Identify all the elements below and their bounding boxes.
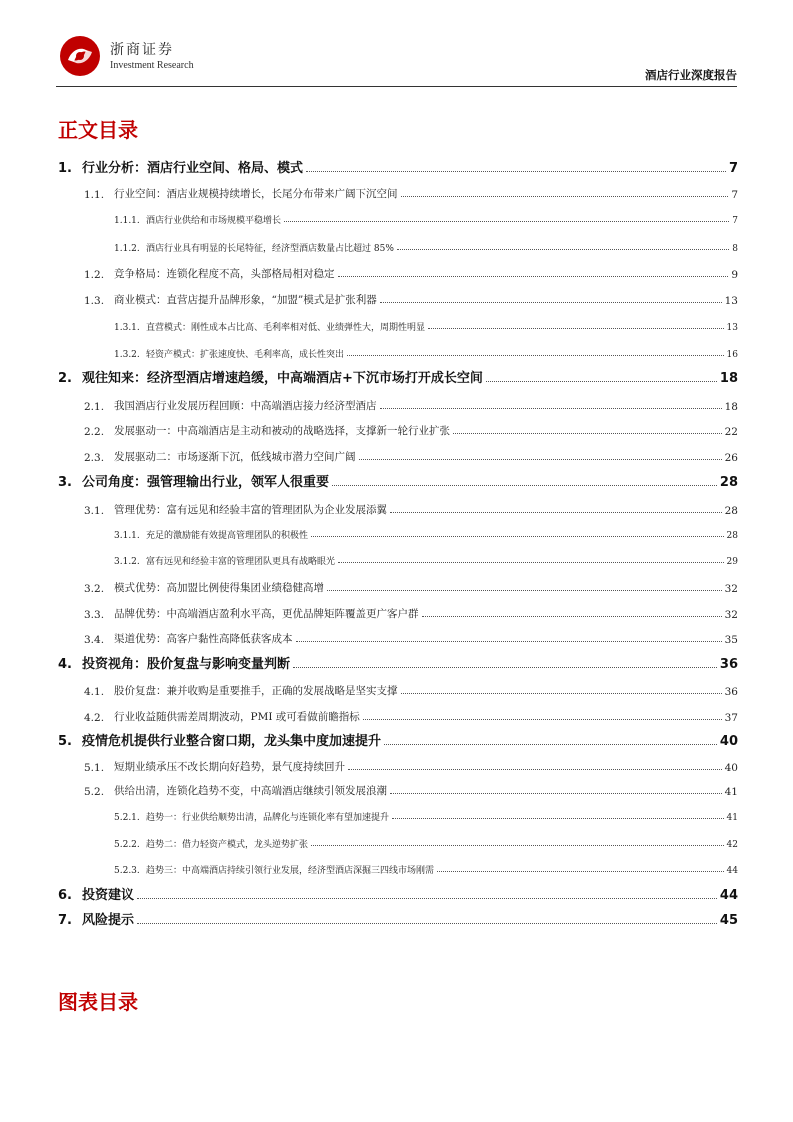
toc-entry-number: 5. <box>58 734 72 749</box>
toc-entry-page: 22 <box>724 426 738 438</box>
toc-entry[interactable] <box>58 287 738 307</box>
toc-entry-page: 7 <box>731 189 738 201</box>
toc-entry-number: 2.1. <box>84 401 105 413</box>
toc-entry-title: 行业分析：酒店行业空间、格局、模式 <box>82 161 304 176</box>
toc-entry-page: 35 <box>724 634 738 646</box>
company-logo <box>58 34 208 80</box>
toc-entry[interactable] <box>58 803 738 823</box>
toc-entry-title: 直营模式：刚性成本占比高、毛利率相对低、业绩弹性大，周期性明显 <box>146 323 426 333</box>
toc-entry[interactable] <box>58 261 738 281</box>
toc-dot-leader <box>380 302 722 303</box>
toc-entry-page: 7 <box>728 161 738 176</box>
toc-entry-number: 1.2. <box>84 269 105 281</box>
toc-entry-title: 模式优势：高加盟比例使得集团业绩稳健高增 <box>114 582 324 594</box>
logo-chinese-name: 浙商证券 <box>110 42 174 58</box>
toc-entry-page: 9 <box>731 269 738 281</box>
toc-entry[interactable] <box>58 366 738 386</box>
toc-entry-number: 3.1.1. <box>114 531 140 541</box>
toc-entry-title: 商业模式：直营店提升品牌形象，“加盟”模式是扩张利器 <box>114 294 377 306</box>
toc-entry-page: 36 <box>719 657 738 672</box>
toc-dot-leader <box>392 818 724 819</box>
toc-entry-page: 37 <box>724 712 738 724</box>
toc-entry[interactable] <box>58 856 738 876</box>
toc-entry-page: 40 <box>724 762 738 774</box>
toc-entry-number: 1.3.2. <box>114 350 140 360</box>
toc-entry-title: 公司角度：强管理输出行业，领军人很重要 <box>82 475 330 490</box>
toc-entry[interactable] <box>58 234 738 254</box>
toc-entry-title: 观往知来：经济型酒店增速趋缓，中高端酒店+下沉市场打开成长空间 <box>82 371 483 386</box>
toc-entry-page: 42 <box>726 840 738 850</box>
toc-entry-page: 7 <box>732 216 738 226</box>
toc-dot-leader <box>380 408 722 409</box>
toc-entry[interactable] <box>58 181 738 201</box>
toc-entry-title: 竞争格局：连锁化程度不高，头部格局相对稳定 <box>114 268 335 280</box>
toc-entry-title: 我国酒店行业发展历程回顾：中高端酒店接力经济型酒店 <box>114 400 377 412</box>
toc-entry-page: 41 <box>724 786 738 798</box>
toc-entry-title: 投资视角：股价复盘与影响变量判断 <box>82 657 291 672</box>
toc-dot-leader <box>293 667 717 668</box>
toc-entry-number: 1. <box>58 161 72 176</box>
toc-entry-page: 18 <box>719 371 738 386</box>
toc-entry-page: 28 <box>724 505 738 517</box>
toc-entry[interactable] <box>58 830 738 850</box>
toc-entry[interactable] <box>58 547 738 567</box>
toc-entry-number: 3.2. <box>84 583 105 595</box>
toc-entry-number: 5.1. <box>84 762 105 774</box>
toc-dot-leader <box>422 616 722 617</box>
toc-entry-number: 5.2.2. <box>114 840 140 850</box>
toc-entry[interactable] <box>58 601 738 621</box>
toc-entry-number: 1.3. <box>84 295 105 307</box>
toc-entry-title: 行业空间：酒店业规模持续增长，长尾分布带来广阔下沉空间 <box>114 188 398 200</box>
toc-entry-number: 3.4. <box>84 634 105 646</box>
figure-list-heading: 图表目录 <box>58 990 138 1014</box>
toc-entry-title: 股价复盘：兼并收购是重要推手，正确的发展战略是坚实支撑 <box>114 685 398 697</box>
toc-entry-title: 渠道优势：高客户黏性高降低获客成本 <box>114 633 293 645</box>
toc-dot-leader <box>401 693 722 694</box>
toc-entry-title: 管理优势：富有远见和经验丰富的管理团队为企业发展添翼 <box>114 504 387 516</box>
page-header <box>0 0 793 90</box>
toc-entry-title: 酒店行业具有明显的长尾特征，经济型酒店数量占比超过 85% <box>146 244 394 254</box>
toc-dot-leader <box>363 719 722 720</box>
toc-dot-leader <box>384 744 717 745</box>
toc-entry-title: 供给出清，连锁化趋势不变，中高端酒店继续引领发展浪潮 <box>114 785 387 797</box>
toc-dot-leader <box>397 249 729 250</box>
toc-entry-title: 轻资产模式：扩张速度快、毛利率高，成长性突出 <box>146 350 345 360</box>
toc-entry-title: 投资建议 <box>82 888 135 903</box>
toc-entry-number: 3.3. <box>84 609 105 621</box>
toc-entry-page: 44 <box>726 866 738 876</box>
toc-entry-page: 18 <box>724 401 738 413</box>
toc-entry-number: 3. <box>58 475 72 490</box>
toc-dot-leader <box>296 641 722 642</box>
toc-entry[interactable] <box>58 418 738 438</box>
toc-entry[interactable] <box>58 521 738 541</box>
toc-entry[interactable] <box>58 778 738 798</box>
toc-entry-number: 5.2.3. <box>114 866 140 876</box>
toc-entry-number: 1.3.1. <box>114 323 140 333</box>
toc-entry-page: 8 <box>732 244 738 254</box>
toc-entry-number: 3.1.2. <box>114 557 140 567</box>
toc-entry[interactable] <box>58 754 738 774</box>
toc-entry-number: 4. <box>58 657 72 672</box>
toc-dot-leader <box>306 171 726 172</box>
logo-mark-icon <box>58 34 102 78</box>
toc-dot-leader <box>428 328 724 329</box>
toc-entry-title: 发展驱动一：中高端酒店是主动和被动的战略选择，支撑新一轮行业扩张 <box>114 425 450 437</box>
toc-dot-leader <box>284 221 729 222</box>
toc-entry-title: 富有远见和经验丰富的管理团队更具有战略眼光 <box>146 557 336 567</box>
toc-dot-leader <box>347 355 724 356</box>
toc-entry[interactable] <box>58 883 738 903</box>
toc-entry[interactable] <box>58 497 738 517</box>
toc-entry[interactable] <box>58 652 738 672</box>
toc-dot-leader <box>390 793 722 794</box>
toc-entry-number: 1.1. <box>84 189 105 201</box>
toc-entry-title: 趋势三：中高端酒店持续引领行业发展，经济型酒店深掘三四线市场刚需 <box>146 866 435 876</box>
toc-entry[interactable] <box>58 470 738 490</box>
toc-dot-leader <box>359 459 722 460</box>
toc-entry-title: 风险提示 <box>82 913 135 928</box>
toc-entry-page: 32 <box>724 609 738 621</box>
toc-dot-leader <box>348 769 722 770</box>
toc-dot-leader <box>137 923 717 924</box>
toc-entry-number: 6. <box>58 888 72 903</box>
toc-entry-number: 1.1.1. <box>114 216 140 226</box>
toc-entry[interactable] <box>58 156 738 176</box>
toc-dot-leader <box>311 845 724 846</box>
toc-entry-number: 5.2. <box>84 786 105 798</box>
toc-entry-title: 趋势二：借力轻资产模式，龙头逆势扩张 <box>146 840 309 850</box>
toc-entry-title: 趋势一：行业供给顺势出清，品牌化与连锁化率有望加速提升 <box>146 813 390 823</box>
toc-entry-title: 疫情危机提供行业整合窗口期，龙头集中度加速提升 <box>82 734 382 749</box>
toc-dot-leader <box>401 196 729 197</box>
toc-dot-leader <box>437 871 724 872</box>
toc-entry-page: 16 <box>726 350 738 360</box>
toc-entry-page: 13 <box>726 323 738 333</box>
toc-entry-page: 41 <box>726 813 738 823</box>
toc-dot-leader <box>338 276 729 277</box>
toc-dot-leader <box>390 512 722 513</box>
toc-entry[interactable] <box>58 704 738 724</box>
toc-entry-title: 发展驱动二：市场逐渐下沉，低线城市潜力空间广阔 <box>114 451 356 463</box>
toc-dot-leader <box>311 536 724 537</box>
toc-entry[interactable] <box>58 678 738 698</box>
toc-dot-leader <box>137 898 717 899</box>
toc-entry-page: 32 <box>724 583 738 595</box>
toc-heading: 正文目录 <box>58 118 138 142</box>
toc-entry-page: 28 <box>726 531 738 541</box>
toc-entry-page: 40 <box>719 734 738 749</box>
toc-dot-leader <box>453 433 722 434</box>
toc-entry-title: 充足的激励能有效提高管理团队的积极性 <box>146 531 309 541</box>
toc-entry[interactable] <box>58 729 738 749</box>
toc-entry[interactable] <box>58 444 738 464</box>
toc-entry-title: 酒店行业供给和市场规模平稳增长 <box>146 216 282 226</box>
toc-entry-title: 品牌优势：中高端酒店盈利水平高，更优品牌矩阵覆盖更广客户群 <box>114 608 419 620</box>
toc-entry[interactable] <box>58 626 738 646</box>
toc-entry-title: 短期业绩承压不改长期向好趋势，景气度持续回升 <box>114 761 345 773</box>
toc-entry[interactable] <box>58 393 738 413</box>
toc-entry-number: 3.1. <box>84 505 105 517</box>
toc-entry-number: 7. <box>58 913 72 928</box>
toc-entry[interactable] <box>58 206 738 226</box>
toc-entry-number: 2.3. <box>84 452 105 464</box>
header-divider <box>56 86 737 87</box>
toc-entry-number: 5.2.1. <box>114 813 140 823</box>
toc-dot-leader <box>338 562 724 563</box>
toc-entry-page: 28 <box>719 475 738 490</box>
toc-entry-page: 13 <box>724 295 738 307</box>
logo-english-name: Investment Research <box>110 60 194 71</box>
toc-entry[interactable] <box>58 313 738 333</box>
toc-entry-page: 29 <box>726 557 738 567</box>
toc-entry[interactable] <box>58 340 738 360</box>
toc-entry-number: 2. <box>58 371 72 386</box>
toc-entry-page: 45 <box>719 913 738 928</box>
toc-dot-leader <box>327 590 722 591</box>
toc-entry-page: 26 <box>724 452 738 464</box>
toc-entry-number: 2.2. <box>84 426 105 438</box>
toc-entry[interactable] <box>58 908 738 928</box>
toc-entry-number: 1.1.2. <box>114 244 140 254</box>
toc-entry-number: 4.2. <box>84 712 105 724</box>
toc-entry-page: 44 <box>719 888 738 903</box>
report-title: 酒店行业深度报告 <box>645 68 737 82</box>
toc-entry-page: 36 <box>724 686 738 698</box>
toc-entry[interactable] <box>58 575 738 595</box>
toc-dot-leader <box>486 381 717 382</box>
toc-entry-number: 4.1. <box>84 686 105 698</box>
toc-entry-title: 行业收益随供需差周期波动，PMI 或可看做前瞻指标 <box>114 711 360 723</box>
toc-dot-leader <box>332 485 717 486</box>
